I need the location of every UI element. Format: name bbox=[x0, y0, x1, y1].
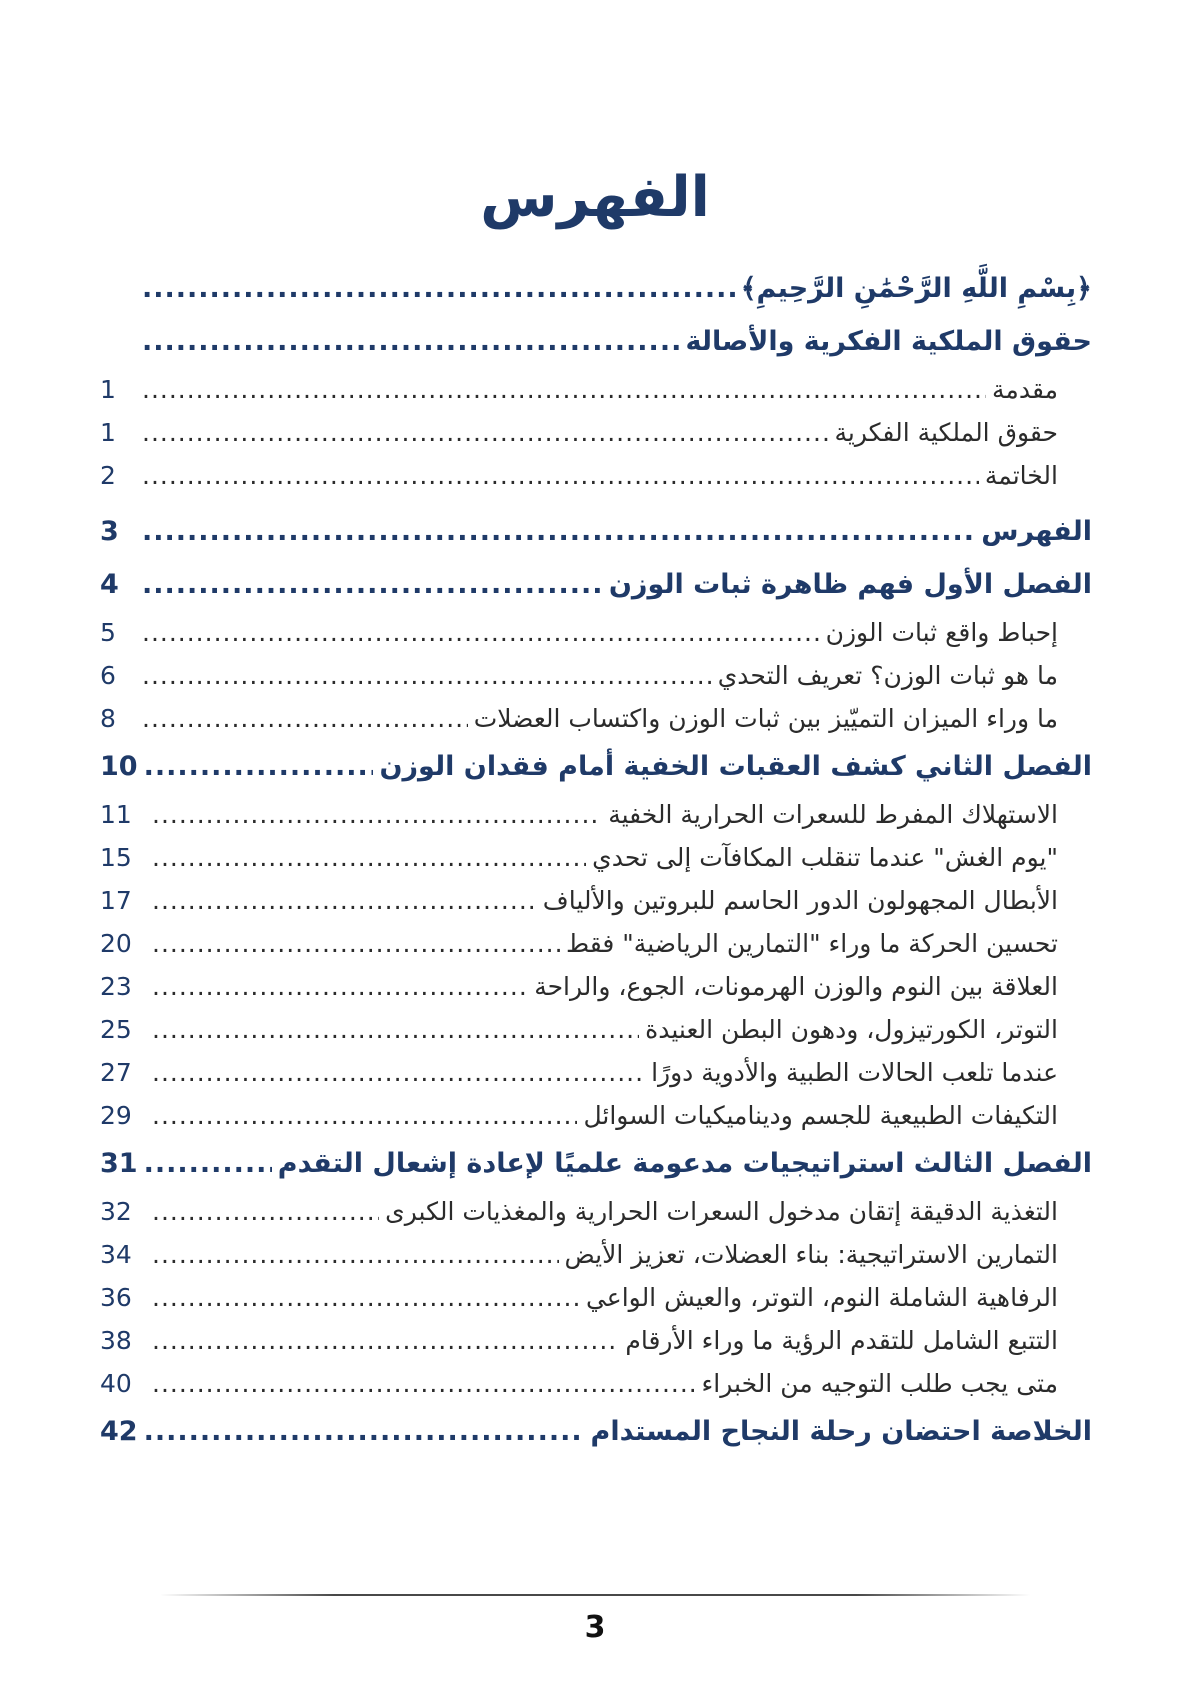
toc-subentry-label: مقدمة bbox=[992, 375, 1058, 404]
toc-subentry[interactable] bbox=[100, 1362, 1092, 1405]
toc-subentry[interactable] bbox=[100, 1051, 1092, 1094]
toc-entry-page: 10 bbox=[100, 751, 138, 782]
page-title: الفهرس bbox=[480, 164, 710, 230]
toc-subentry-label: عندما تلعب الحالات الطبية والأدوية دورًا bbox=[651, 1058, 1058, 1087]
dot-leader bbox=[152, 1362, 696, 1405]
dot-leader bbox=[152, 1008, 639, 1051]
toc-subentry-label: العلاقة بين النوم والوزن الهرمونات، الجوع، والراحة bbox=[534, 972, 1058, 1001]
toc-subentry[interactable] bbox=[100, 454, 1092, 497]
toc-subentry-page: 25 bbox=[100, 1015, 132, 1044]
toc-subentry-label: الاستهلاك المفرط للسعرات الحرارية الخفية bbox=[608, 800, 1058, 829]
table-of-contents bbox=[100, 262, 1092, 1458]
toc-subentry-page: 32 bbox=[100, 1197, 132, 1226]
dot-leader bbox=[152, 965, 528, 1008]
toc-subentry-page: 34 bbox=[100, 1240, 132, 1269]
toc-subentry[interactable] bbox=[100, 1008, 1092, 1051]
dot-leader bbox=[152, 1319, 619, 1362]
toc-subentry[interactable] bbox=[100, 1276, 1092, 1319]
toc-subentry[interactable] bbox=[100, 411, 1092, 454]
dot-leader bbox=[152, 836, 586, 879]
toc-subentry-page: 40 bbox=[100, 1369, 132, 1398]
toc-subentry[interactable] bbox=[100, 1094, 1092, 1137]
dot-leader bbox=[142, 262, 735, 315]
toc-entry-page: 4 bbox=[100, 569, 119, 600]
toc-subentry[interactable] bbox=[100, 879, 1092, 922]
toc-entry-conclusion[interactable] bbox=[100, 1405, 1092, 1458]
toc-entry-chapter-2[interactable] bbox=[100, 740, 1092, 793]
toc-subentry[interactable] bbox=[100, 1319, 1092, 1362]
toc-subentry-page: 36 bbox=[100, 1283, 132, 1312]
toc-subentry[interactable] bbox=[100, 836, 1092, 879]
page-number: 3 bbox=[584, 1610, 606, 1645]
toc-subentry-page: 15 bbox=[100, 843, 132, 872]
toc-subentry-label: التمارين الاستراتيجية: بناء العضلات، تعزيز الأيض bbox=[564, 1240, 1058, 1269]
toc-subentry-page: 1 bbox=[100, 418, 116, 447]
toc-subentry-page: 27 bbox=[100, 1058, 132, 1087]
dot-leader bbox=[152, 1276, 580, 1319]
toc-subentry[interactable] bbox=[100, 793, 1092, 836]
dot-leader bbox=[152, 1094, 577, 1137]
toc-subentry[interactable] bbox=[100, 368, 1092, 411]
dot-leader bbox=[152, 879, 537, 922]
toc-subentry-label: الأبطال المجهولون الدور الحاسم للبروتين والألياف bbox=[542, 886, 1058, 915]
toc-entry-page: 3 bbox=[100, 516, 119, 547]
dot-leader bbox=[142, 558, 603, 611]
toc-subentry-label: تحسين الحركة ما وراء "التمارين الرياضية" فقط bbox=[566, 929, 1058, 958]
toc-subentry-label: التوتر، الكورتيزول، ودهون البطن العنيدة bbox=[645, 1015, 1058, 1044]
dot-leader bbox=[152, 1051, 645, 1094]
toc-subentry-label: إحباط واقع ثبات الوزن bbox=[825, 618, 1058, 647]
toc-entry-label: ﴿بِسْمِ اللَّهِ الرَّحْمَٰنِ الرَّحِيمِ﴾ bbox=[740, 273, 1092, 304]
dot-leader bbox=[142, 368, 986, 411]
toc-subentry-page: 38 bbox=[100, 1326, 132, 1355]
toc-entry-label: حقوق الملكية الفكرية والأصالة bbox=[685, 326, 1092, 357]
dot-leader bbox=[152, 793, 602, 836]
toc-subentry-label: متى يجب طلب التوجيه من الخبراء bbox=[701, 1369, 1058, 1398]
dot-leader bbox=[144, 1405, 585, 1458]
toc-subentry-page: 5 bbox=[100, 618, 116, 647]
toc-subentry[interactable] bbox=[100, 611, 1092, 654]
dot-leader bbox=[144, 740, 374, 793]
toc-entry-label: الخلاصة احتضان رحلة النجاح المستدام bbox=[590, 1416, 1092, 1447]
toc-subentry[interactable] bbox=[100, 922, 1092, 965]
toc-subentry-page: 29 bbox=[100, 1101, 132, 1130]
toc-entry-chapter-3[interactable] bbox=[100, 1137, 1092, 1190]
dot-leader bbox=[144, 1137, 272, 1190]
toc-entry-page: 31 bbox=[100, 1148, 138, 1179]
toc-entry-copyright[interactable] bbox=[100, 315, 1092, 368]
dot-leader bbox=[142, 505, 975, 558]
toc-subentry-page: 8 bbox=[100, 704, 116, 733]
dot-leader bbox=[152, 1233, 559, 1276]
toc-subentry-label: التتبع الشامل للتقدم الرؤية ما وراء الأرقام bbox=[625, 1326, 1058, 1355]
toc-subentry[interactable] bbox=[100, 1190, 1092, 1233]
toc-entry-index[interactable] bbox=[100, 505, 1092, 558]
toc-subentry-label: "يوم الغش" عندما تنقلب المكافآت إلى تحدي bbox=[592, 843, 1058, 872]
toc-entry-label: الفهرس bbox=[981, 516, 1092, 547]
toc-subentry-page: 20 bbox=[100, 929, 132, 958]
toc-entry-label: الفصل الثالث استراتيجيات مدعومة علميًا لإعادة إشعال التقدم bbox=[277, 1148, 1092, 1179]
dot-leader bbox=[142, 454, 979, 497]
toc-entry-label: الفصل الأول فهم ظاهرة ثبات الوزن bbox=[608, 569, 1092, 600]
dot-leader bbox=[142, 697, 468, 740]
toc-entry-label: الفصل الثاني كشف العقبات الخفية أمام فقدان الوزن bbox=[379, 751, 1092, 782]
toc-subentry[interactable] bbox=[100, 697, 1092, 740]
dot-leader bbox=[142, 654, 712, 697]
toc-subentry[interactable] bbox=[100, 965, 1092, 1008]
toc-subentry-label: التغذية الدقيقة إتقان مدخول السعرات الحرارية والمغذيات الكبرى bbox=[385, 1197, 1058, 1226]
toc-subentry-label: ما وراء الميزان التميّيز بين ثبات الوزن واكتساب العضلات bbox=[473, 704, 1058, 733]
toc-subentry[interactable] bbox=[100, 654, 1092, 697]
toc-subentry-page: 23 bbox=[100, 972, 132, 1001]
toc-entry-page: 42 bbox=[100, 1416, 138, 1447]
dot-leader bbox=[142, 411, 828, 454]
toc-subentry-page: 2 bbox=[100, 461, 116, 490]
dot-leader bbox=[142, 611, 820, 654]
toc-subentry-page: 17 bbox=[100, 886, 132, 915]
toc-entry-basmala[interactable] bbox=[100, 262, 1092, 315]
toc-subentry-label: حقوق الملكية الفكرية bbox=[834, 418, 1058, 447]
dot-leader bbox=[152, 1190, 379, 1233]
toc-subentry-label: الرفاهية الشاملة النوم، التوتر، والعيش الواعي bbox=[585, 1283, 1058, 1312]
toc-entry-chapter-1[interactable] bbox=[100, 558, 1092, 611]
toc-subentry[interactable] bbox=[100, 1233, 1092, 1276]
toc-subentry-label: ما هو ثبات الوزن؟ تعريف التحدي bbox=[717, 661, 1058, 690]
dot-leader bbox=[142, 315, 680, 368]
toc-subentry-label: التكيفات الطبيعية للجسم وديناميكيات السوائل bbox=[583, 1101, 1058, 1130]
footer-divider bbox=[160, 1594, 1030, 1596]
toc-subentry-page: 1 bbox=[100, 375, 116, 404]
toc-subentry-page: 11 bbox=[100, 800, 132, 829]
toc-subentry-label: الخاتمة bbox=[984, 461, 1058, 490]
dot-leader bbox=[152, 922, 560, 965]
toc-subentry-page: 6 bbox=[100, 661, 116, 690]
